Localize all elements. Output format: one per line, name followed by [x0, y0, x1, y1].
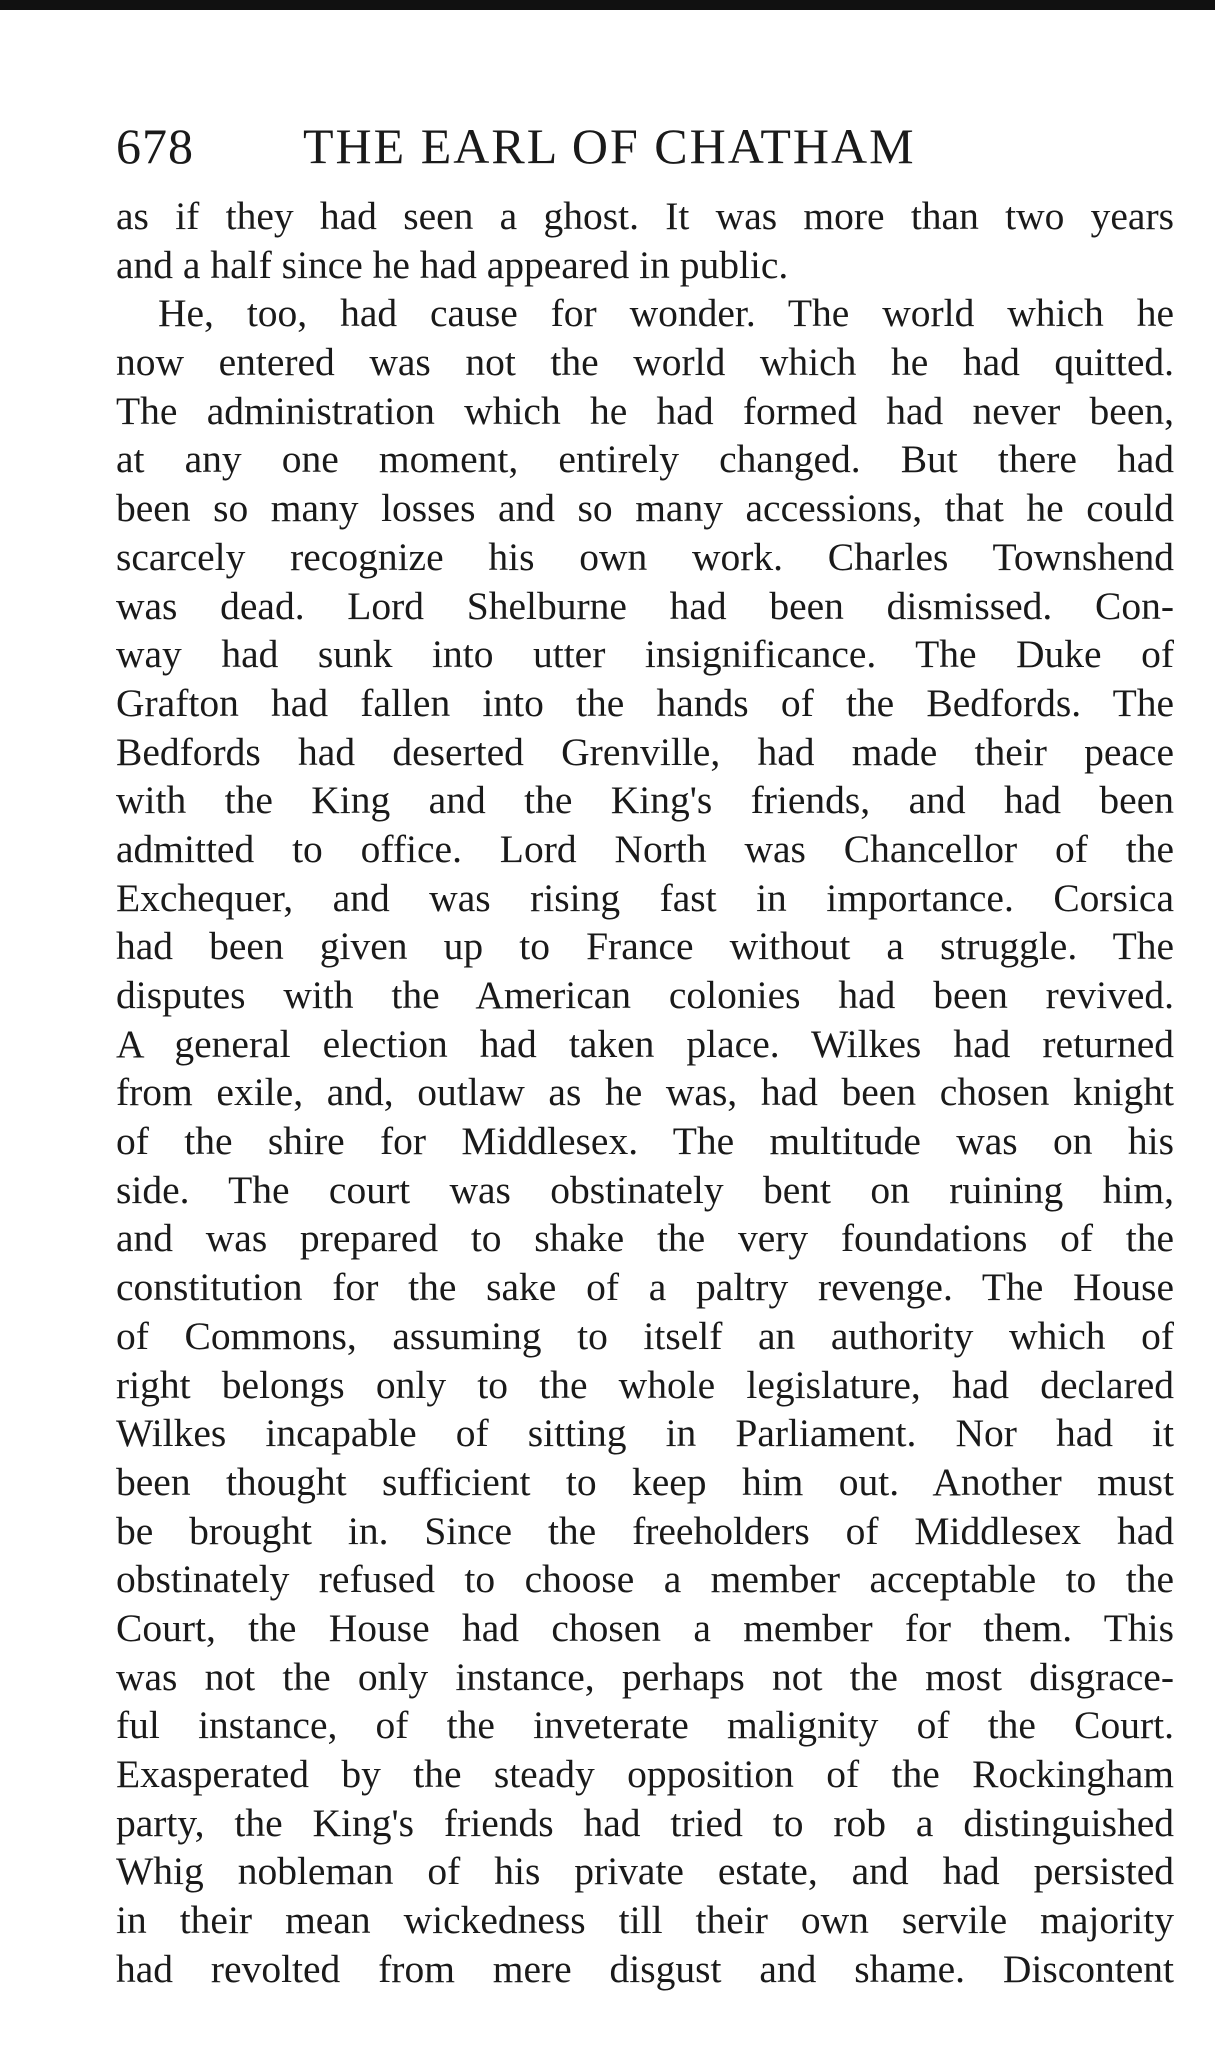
text-line: way had sunk into utter insignificance. The Duke of: [116, 632, 1174, 677]
text-line: be brought in. Since the freeholders of Middlesex had: [116, 1508, 1174, 1553]
text-line: been thought sufficient to keep him out. Another must: [116, 1459, 1174, 1504]
text-line: obstinately refused to choose a member acceptable to the: [116, 1557, 1174, 1602]
paragraph: [116, 192, 1174, 289]
text-line: Whig nobleman of his private estate, and had persisted: [116, 1849, 1174, 1894]
page-number: 678: [116, 118, 194, 174]
text-line: A general election had taken place. Wilkes had returned: [116, 1021, 1174, 1066]
book-page: [116, 100, 1174, 1993]
text-line: had revolted from mere disgust and shame. Discontent: [116, 1946, 1174, 1991]
text-line: of the shire for Middlesex. The multitude was on his: [116, 1119, 1174, 1164]
text-line: as if they had seen a ghost. It was more than two years: [116, 194, 1174, 238]
paragraph: [116, 289, 1174, 1993]
text-line: in their mean wickedness till their own servile majority: [116, 1898, 1174, 1943]
text-line: was not the only instance, perhaps not the most disgrace-: [116, 1654, 1174, 1699]
running-title: THE EARL OF CHATHAM: [303, 118, 916, 174]
text-line: and a half since he had appeared in public.: [116, 242, 789, 287]
text-line: disputes with the American colonies had been revived.: [116, 973, 1174, 1017]
body-text: [116, 192, 1174, 1993]
text-line: He, too, had cause for wonder. The world which he: [158, 291, 1174, 336]
text-line: side. The court was obstinately bent on ruining him,: [116, 1167, 1174, 1212]
text-line: of Commons, assuming to itself an authority which of: [116, 1313, 1174, 1358]
text-line: Bedfords had deserted Grenville, had made their peace: [116, 729, 1174, 774]
text-line: and was prepared to shake the very foundations of the: [116, 1216, 1174, 1261]
text-line: was dead. Lord Shelburne had been dismissed. Con-: [116, 583, 1174, 628]
text-line: Wilkes incapable of sitting in Parliament. Nor had it: [116, 1411, 1174, 1456]
text-line: The administration which he had formed had never been,: [116, 388, 1174, 433]
text-line: admitted to office. Lord North was Chancellor of the: [116, 826, 1174, 871]
text-line: Grafton had fallen into the hands of the Bedfords. The: [116, 680, 1174, 725]
text-line: at any one moment, entirely changed. But there had: [116, 437, 1174, 482]
text-line: with the King and the King's friends, and had been: [116, 778, 1174, 823]
text-line: constitution for the sake of a paltry revenge. The House: [116, 1265, 1174, 1310]
text-line: Exasperated by the steady opposition of the Rockingham: [116, 1752, 1174, 1796]
text-line: scarcely recognize his own work. Charles Townshend: [116, 534, 1174, 579]
text-line: Exchequer, and was rising fast in importance. Corsica: [116, 875, 1174, 920]
text-line: now entered was not the world which he had quitted.: [116, 340, 1174, 385]
text-line: from exile, and, outlaw as he was, had been chosen knight: [116, 1070, 1174, 1115]
running-head: [116, 100, 1174, 192]
top-border-rule: [0, 0, 1215, 10]
text-line: had been given up to France without a struggle. The: [116, 924, 1174, 969]
text-line: been so many losses and so many accessions, that he could: [116, 486, 1174, 531]
text-line: party, the King's friends had tried to rob a distinguished: [116, 1800, 1174, 1845]
text-line: Court, the House had chosen a member for them. This: [116, 1605, 1174, 1650]
text-line: right belongs only to the whole legislature, had declared: [116, 1362, 1174, 1407]
text-line: ful instance, of the inveterate malignity of the Court.: [116, 1703, 1174, 1748]
